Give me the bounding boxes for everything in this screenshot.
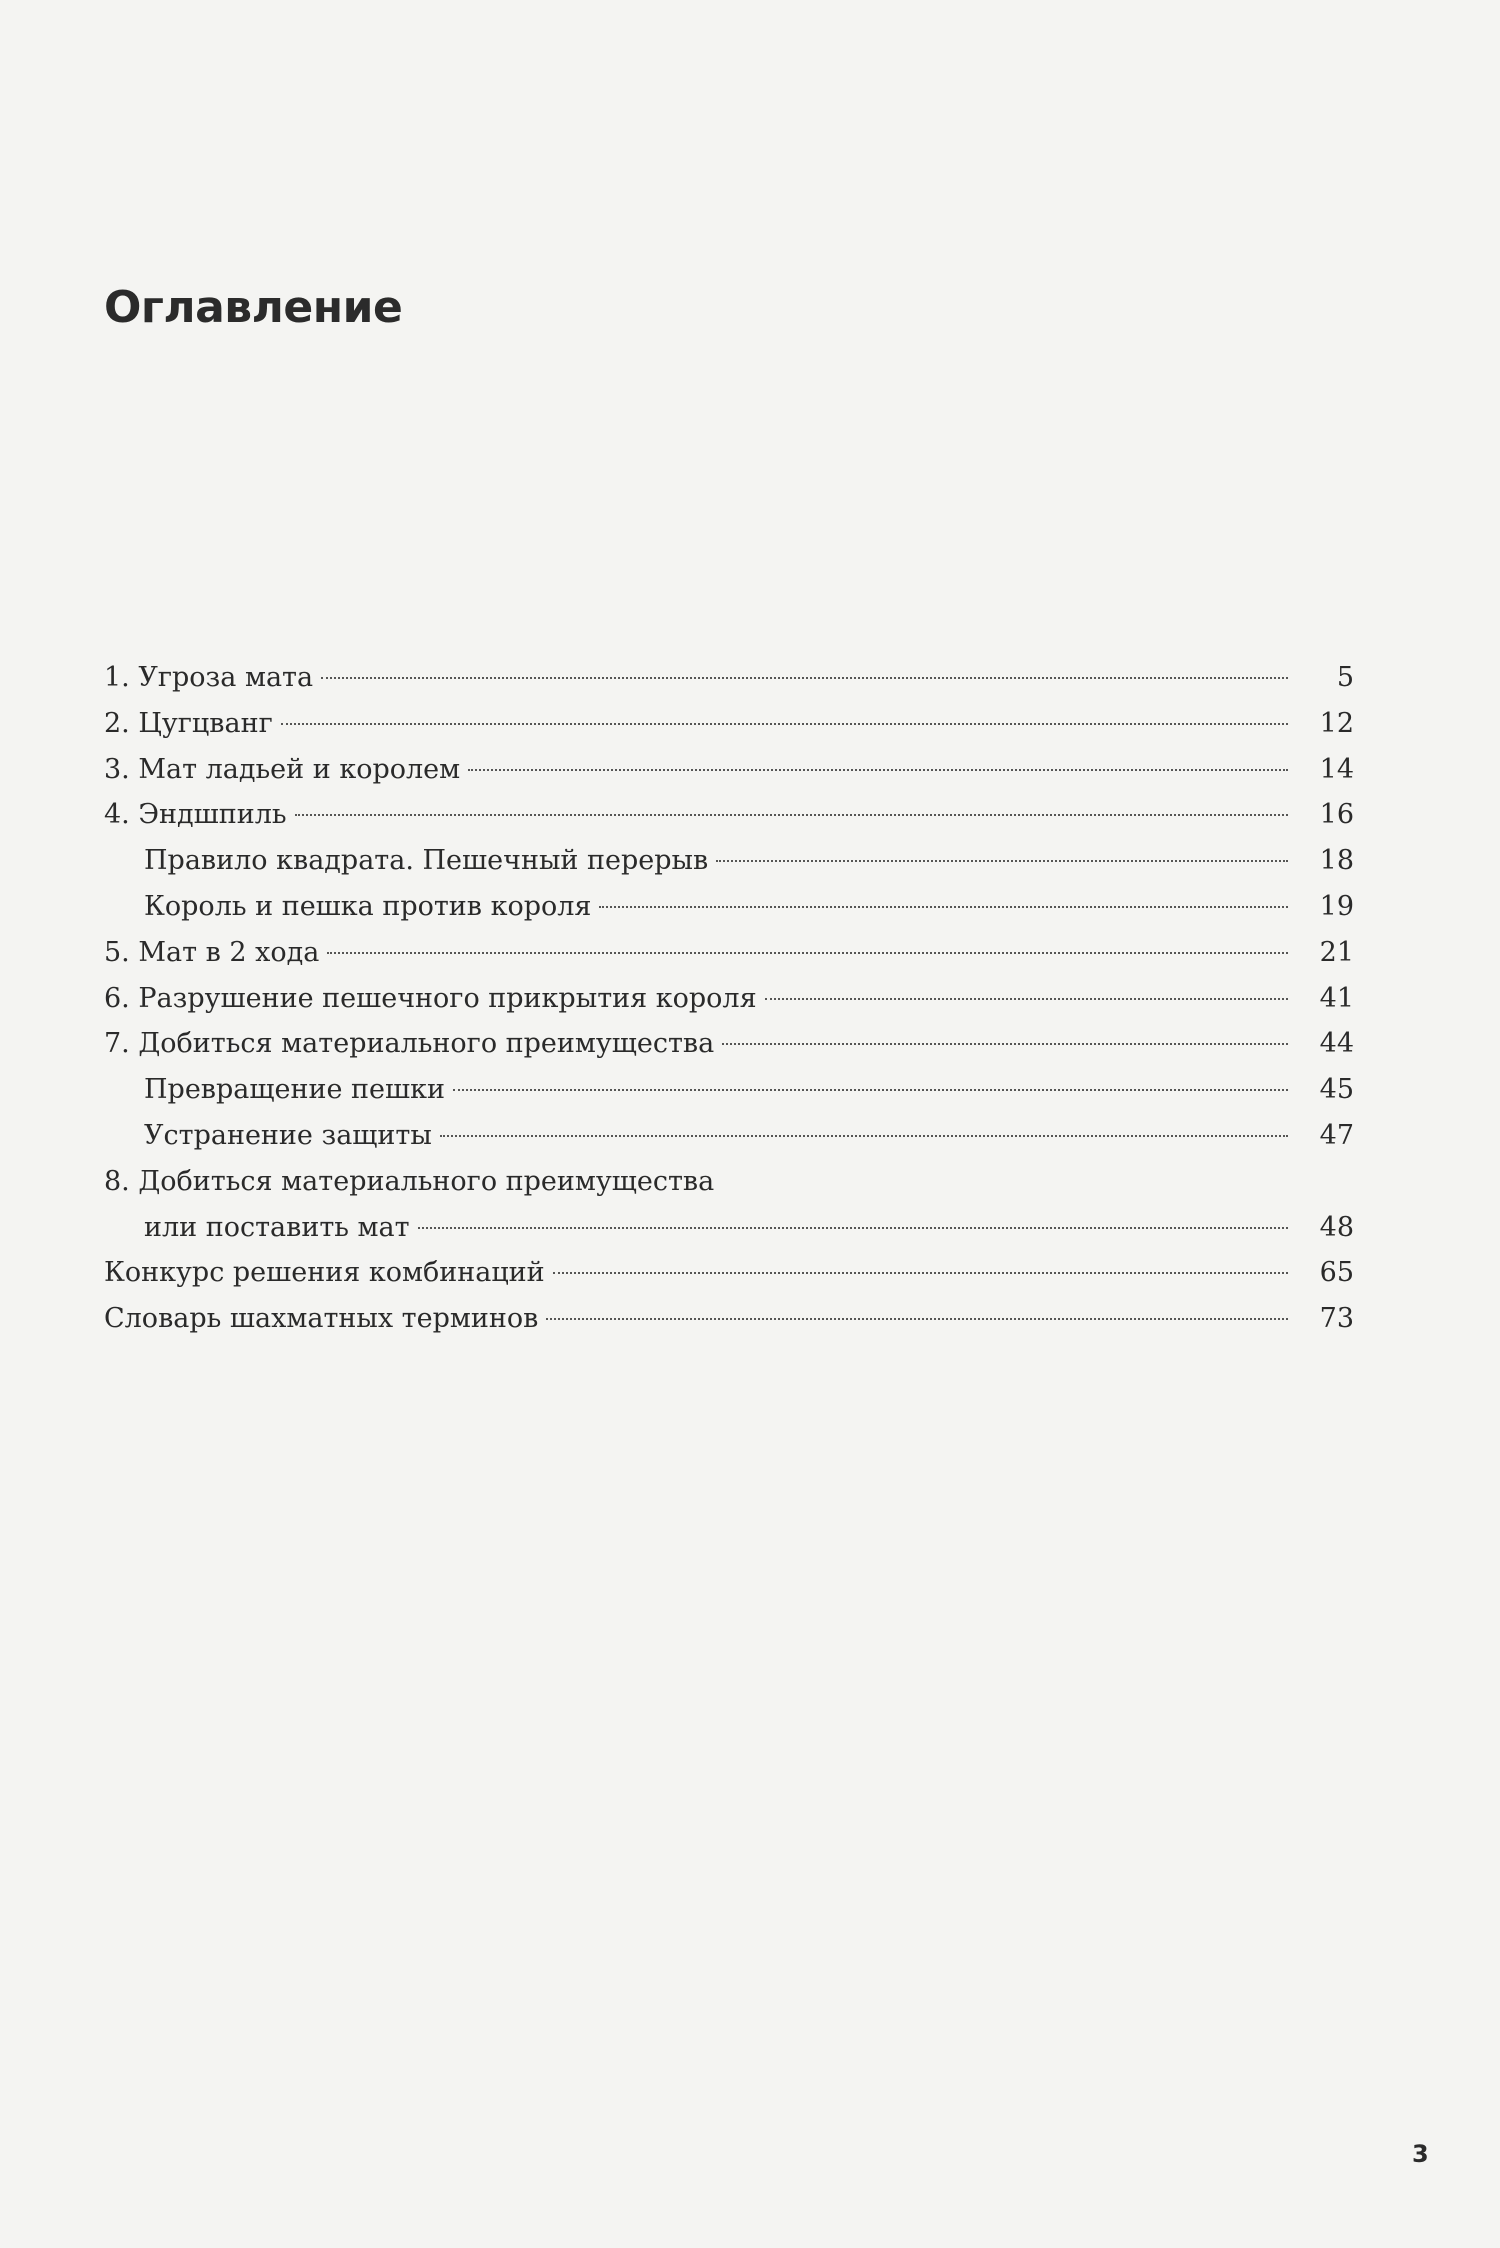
toc-entry[interactable] [104,930,1354,976]
toc-entry-title: 2. Цугцванг [104,707,273,739]
dot-leader [468,769,1288,771]
toc-entry[interactable] [104,655,1354,701]
toc-entry-title: 3. Мат ладьей и королем [104,753,461,785]
toc-subentry[interactable] [104,884,1354,930]
toc-subentry[interactable] [104,838,1354,884]
toc-entry-title: или поставить мат [144,1211,410,1243]
toc-entry[interactable] [104,1296,1354,1342]
toc-entry-title: 5. Мат в 2 хода [104,936,320,968]
toc-entry[interactable] [104,701,1354,747]
dot-leader [453,1089,1288,1091]
toc-entry[interactable] [104,1250,1354,1296]
toc-entry-page: 41 [1319,982,1354,1014]
toc-subentry[interactable] [104,1067,1354,1113]
toc-entry[interactable] [104,747,1354,793]
dot-leader [295,814,1288,816]
toc-entry-page: 12 [1319,707,1354,739]
dot-leader [722,1043,1288,1045]
toc-entry-page: 44 [1319,1028,1354,1060]
dot-leader [599,906,1288,908]
toc-entry-page: 16 [1319,799,1354,831]
toc-entry[interactable] [104,792,1354,838]
table-of-contents [104,655,1354,1342]
toc-entry-page: 19 [1319,890,1354,922]
toc-entry-page: 21 [1319,936,1354,968]
toc-entry-page: 73 [1319,1303,1354,1335]
toc-entry-title: 1. Угроза мата [104,662,314,693]
toc-entry-title: Словарь шахматных терминов [104,1303,539,1335]
toc-entry-continuation[interactable] [104,1205,1354,1251]
toc-entry-page: 65 [1319,1257,1354,1289]
toc-entry-title: Устранение защиты [144,1119,432,1151]
dot-leader [418,1227,1288,1229]
toc-subentry[interactable] [104,1113,1354,1159]
toc-entry[interactable] [104,976,1354,1022]
dot-leader [716,860,1288,862]
dot-leader [440,1135,1288,1137]
dot-leader [546,1318,1288,1320]
toc-entry-title: Конкурс решения комбинаций [104,1257,545,1289]
toc-entry-title: Король и пешка против короля [144,890,592,922]
toc-entry[interactable] [104,1159,1354,1205]
toc-entry-page: 48 [1319,1211,1354,1243]
toc-entry-page: 5 [1336,662,1354,693]
page-title: Оглавление [104,282,403,333]
dot-leader [765,998,1288,1000]
dot-leader [321,677,1288,679]
toc-entry-page: 18 [1319,845,1354,877]
toc-entry-title: 7. Добиться материального преимущества [104,1028,715,1060]
dot-leader [281,723,1288,725]
dot-leader [327,952,1288,954]
toc-entry-title: 8. Добиться материального преимущества [104,1165,715,1197]
dot-leader [553,1272,1288,1274]
toc-entry-title: Превращение пешки [144,1074,445,1106]
toc-entry-title: Правило квадрата. Пешечный перерыв [144,845,709,877]
toc-entry[interactable] [104,1021,1354,1067]
toc-entry-page: 45 [1319,1074,1354,1106]
toc-entry-page: 47 [1319,1119,1354,1151]
toc-entry-page: 14 [1319,753,1354,785]
toc-entry-title: 4. Эндшпиль [104,799,287,831]
page-number: 3 [1412,2140,1429,2168]
toc-entry-title: 6. Разрушение пешечного прикрытия короля [104,982,757,1014]
